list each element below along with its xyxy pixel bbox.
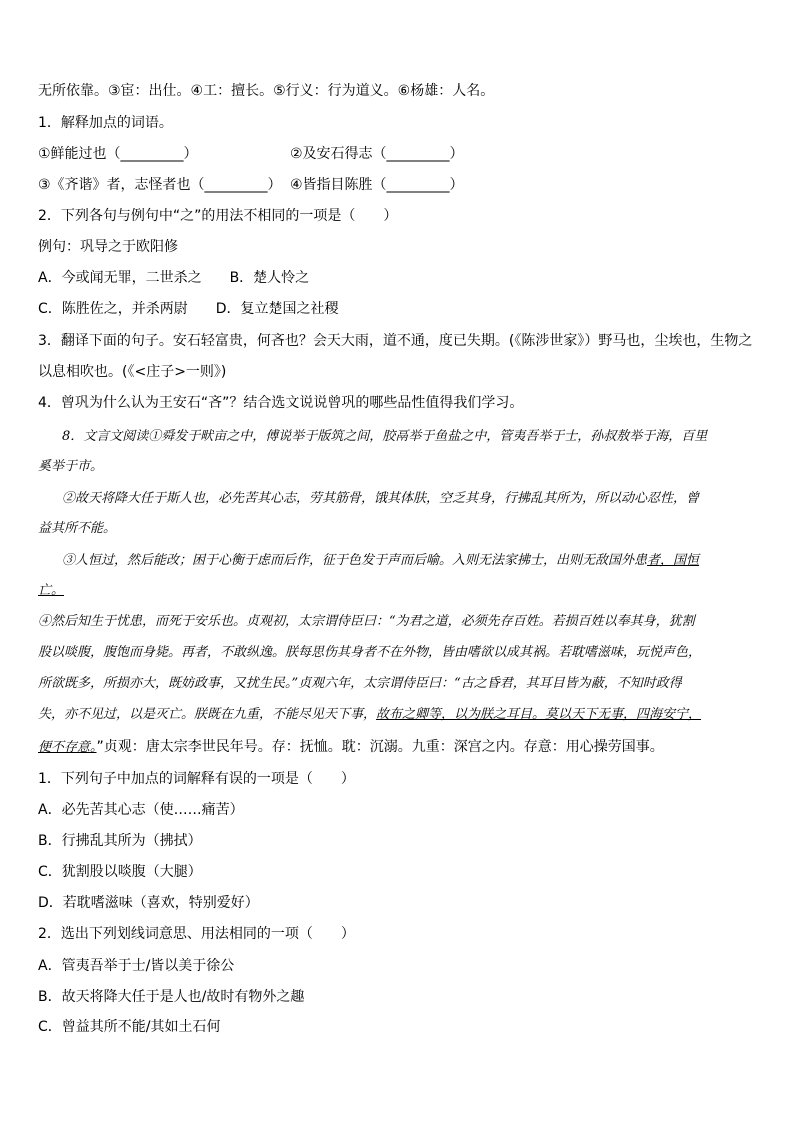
option-line: C．犹割股以啖腹（大腿） xyxy=(38,864,202,880)
fill-blank-item: ①鲜能过也（_________） xyxy=(38,146,198,162)
fill-blank-item: ④皆指目陈胜（_________） xyxy=(290,177,464,193)
text-line: 无所依靠。③宦：出仕。④工：擅长。⑤行义：行为道义。⑥杨雄：人名。 xyxy=(38,83,495,99)
passage-line xyxy=(38,737,760,758)
annotation-text: ”贞观：唐太宗李世民年号。存：抚恤。耽：沉溺。九重：深宫之内。存意：用心操劳国事。 xyxy=(96,739,664,755)
passage-line: ②故天将降大任于斯人也，必先苦其心志，劳其筋骨，饿其体肤，空乏其身，行拂乱其所为，所以动心忍性，曾 xyxy=(62,491,700,506)
passage-text: ③人恒过，然后能改；困于心衡于虑而后作，征于色发于声而后喻。入则无法家拂士，出则无敌国外患 xyxy=(62,553,648,568)
passage-line xyxy=(38,705,760,725)
passage-text: 失，亦不见过，以是灭亡。朕既在九重，不能尽见天下事， xyxy=(38,707,377,722)
fill-blank-item: ③《齐谐》者，志怪者也（_________） xyxy=(38,177,282,193)
fill-blank-row xyxy=(38,144,760,164)
option-line: A．管夷吾举于士/皆以美于徐公 xyxy=(38,958,235,974)
option-line: A．必先苦其心志（使……痛苦） xyxy=(38,802,244,818)
underlined-text: 者，国恒 xyxy=(647,553,700,568)
underlined-text: 便不存意。 xyxy=(38,740,97,755)
passage-line: 8．文言文阅读①舜发于畎亩之中，傅说举于版筑之间，胶鬲举于鱼盐之中，管夷吾举于士，孙叔敖举于海，百里 xyxy=(62,429,708,444)
passage-line: 奚举于市。 xyxy=(38,459,104,474)
question-heading: 3．翻译下面的句子。安石轻富贵，何吝也？会天大雨，道不通，度已失期。(《陈涉世家》）野马也，尘埃也，生物之 xyxy=(38,333,753,349)
option-line: C．陈胜佐之，并杀两尉 D．复立楚国之社稷 xyxy=(38,301,339,317)
passage-line xyxy=(62,551,760,571)
question-heading: 2．选出下列划线词意思、用法相同的一项（ ） xyxy=(38,926,355,942)
option-line: B．行拂乱其所为（拂拭） xyxy=(38,833,202,849)
underlined-text: 亡。 xyxy=(38,583,65,598)
passage-line: 所欲既多，所损亦大，既妨政事，又扰生民。”贞观六年，太宗谓侍臣曰：“古之昏君，其耳目皆为蔽，不知时政得 xyxy=(38,676,682,691)
fill-blank-item: ②及安石得志（_________） xyxy=(290,146,464,162)
option-line: B．故天将降大任于是人也/故时有物外之趣 xyxy=(38,989,305,1005)
option-line: D．若耽嗜滋味（喜欢，特别爱好） xyxy=(38,895,259,911)
text-line: 以息相吹也。(《<庄子>一则》) xyxy=(38,364,227,380)
fill-blank-row xyxy=(38,175,760,195)
option-line: C．曾益其所不能/其如土石何 xyxy=(38,1019,221,1035)
question-heading: 1．解释加点的词语。 xyxy=(38,115,173,131)
passage-line: ④然后知生于忧患，而死于安乐也。贞观初，太宗谓侍臣曰：“为君之道，必须先存百姓。若损百姓以奉其身，犹割 xyxy=(38,614,695,629)
question-heading: 4．曾巩为什么认为王安石“吝”？结合选文说说曾巩的哪些品性值得我们学习。 xyxy=(38,395,524,411)
option-line: A．今或闻无罪，二世杀之 B．楚人怜之 xyxy=(38,270,310,286)
passage-line: 益其所不能。 xyxy=(38,521,117,536)
underlined-text: 故布之卿等，以为朕之耳目。莫以天下无事，四海安宁， xyxy=(376,707,702,722)
text-line: 例句：巩导之于欧阳修 xyxy=(38,239,178,255)
question-heading: 2．下列各句与例句中“之”的用法不相同的一项是（ ） xyxy=(38,208,398,224)
question-heading: 1．下列句子中加点的词解释有误的一项是（ ） xyxy=(38,771,355,787)
passage-line: 股以啖腹，腹饱而身毙。再者，不敢纵逸。朕每思伤其身者不在外物，皆由嗜欲以成其祸。若耽嗜滋味，玩悦声色， xyxy=(38,645,702,660)
